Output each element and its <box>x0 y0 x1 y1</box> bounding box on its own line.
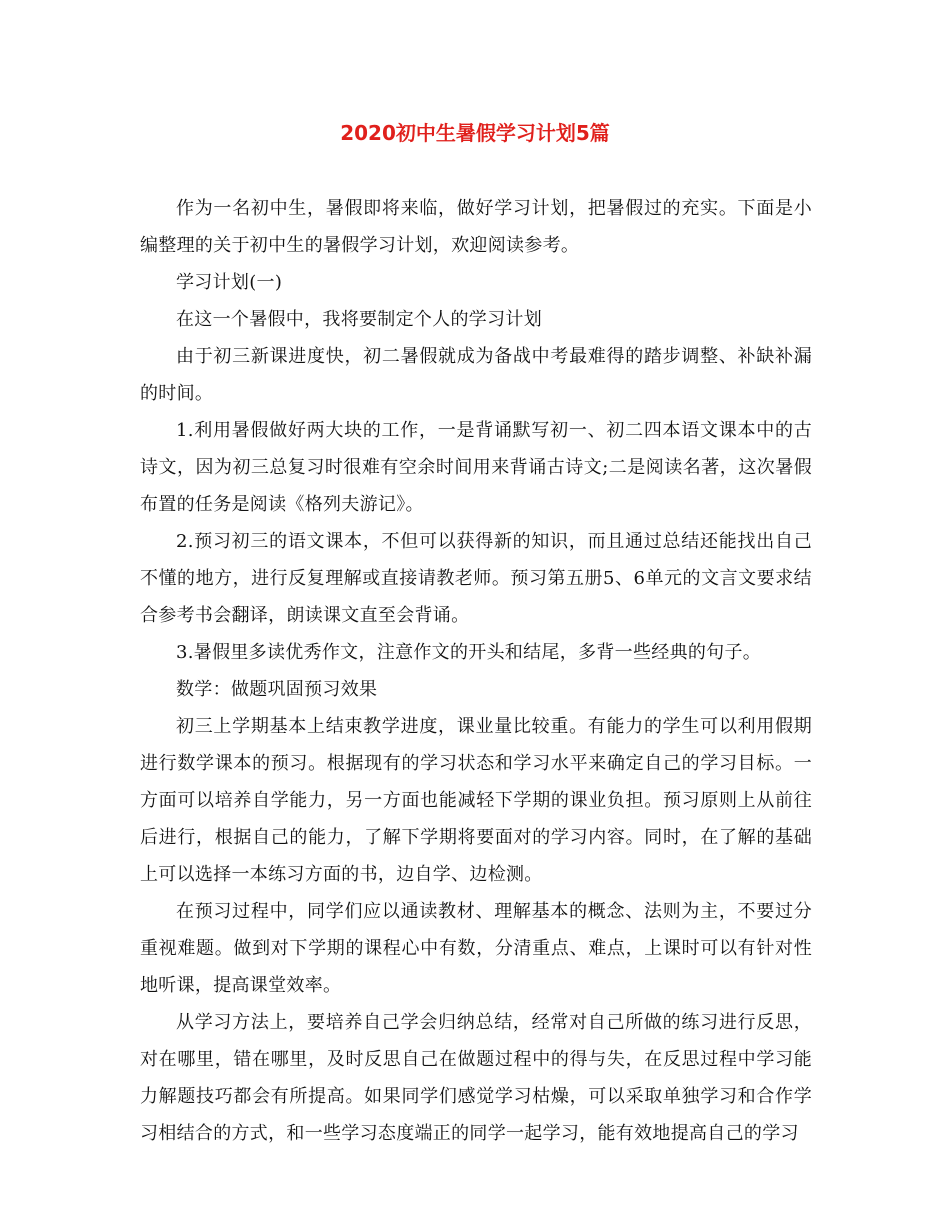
section-heading-plan-1: 学习计划(一) <box>176 272 283 293</box>
paragraph: 从学习方法上，要培养自己学会归纳总结，经常对自己所做的练习进行反思，对在哪里，错在哪里，及时反思自己在做题过程中的得与失，在反思过程中学习能力解题技巧都会有所提高。如果同学们感觉学习枯燥，可以采取单独学习和合作学习相结合的方式，和一些学习态度端正的同学一起学习，能有效地提高自己的学习 <box>140 1012 812 1144</box>
document-body <box>140 190 812 1152</box>
list-item-1: 1.利用暑假做好两大块的工作，一是背诵默写初一、初二四本语文课本中的古诗文，因为初三总复习时很难有空余时间用来背诵古诗文;二是阅读名著，这次暑假布置的任务是阅读《格列夫游记》。 <box>140 420 812 515</box>
paragraph: 在这一个暑假中，我将要制定个人的学习计划 <box>176 309 542 330</box>
section-heading-math: 数学：做题巩固预习效果 <box>176 679 378 700</box>
paragraph: 初三上学期基本上结束教学进度，课业量比较重。有能力的学生可以利用假期进行数学课本的预习。根据现有的学习状态和学习水平来确定自己的学习目标。一方面可以培养自学能力，另一方面也能减轻下学期的课业负担。预习原则上从前往后进行，根据自己的能力，了解下学期将要面对的学习内容。同时，在了解的基础上可以选择一本练习方面的书，边自学、边检测。 <box>140 716 812 885</box>
document-title: 2020初中生暑假学习计划5篇 <box>340 121 610 145</box>
list-item-2: 2.预习初三的语文课本，不但可以获得新的知识，而且通过总结还能找出自己不懂的地方，进行反复理解或直接请教老师。预习第五册5、6单元的文言文要求结合参考书会翻译，朗读课文直至会背诵。 <box>140 531 812 626</box>
list-item-3: 3.暑假里多读优秀作文，注意作文的开头和结尾，多背一些经典的句子。 <box>176 642 762 663</box>
paragraph-intro: 作为一名初中生，暑假即将来临，做好学习计划，把暑假过的充实。下面是小编整理的关于初中生的暑假学习计划，欢迎阅读参考。 <box>140 198 812 256</box>
paragraph: 由于初三新课进度快，初二暑假就成为备战中考最难得的踏步调整、补缺补漏的时间。 <box>140 346 812 404</box>
paragraph: 在预习过程中，同学们应以通读教材、理解基本的概念、法则为主，不要过分重视难题。做到对下学期的课程心中有数，分清重点、难点，上课时可以有针对性地听课，提高课堂效率。 <box>140 901 812 996</box>
